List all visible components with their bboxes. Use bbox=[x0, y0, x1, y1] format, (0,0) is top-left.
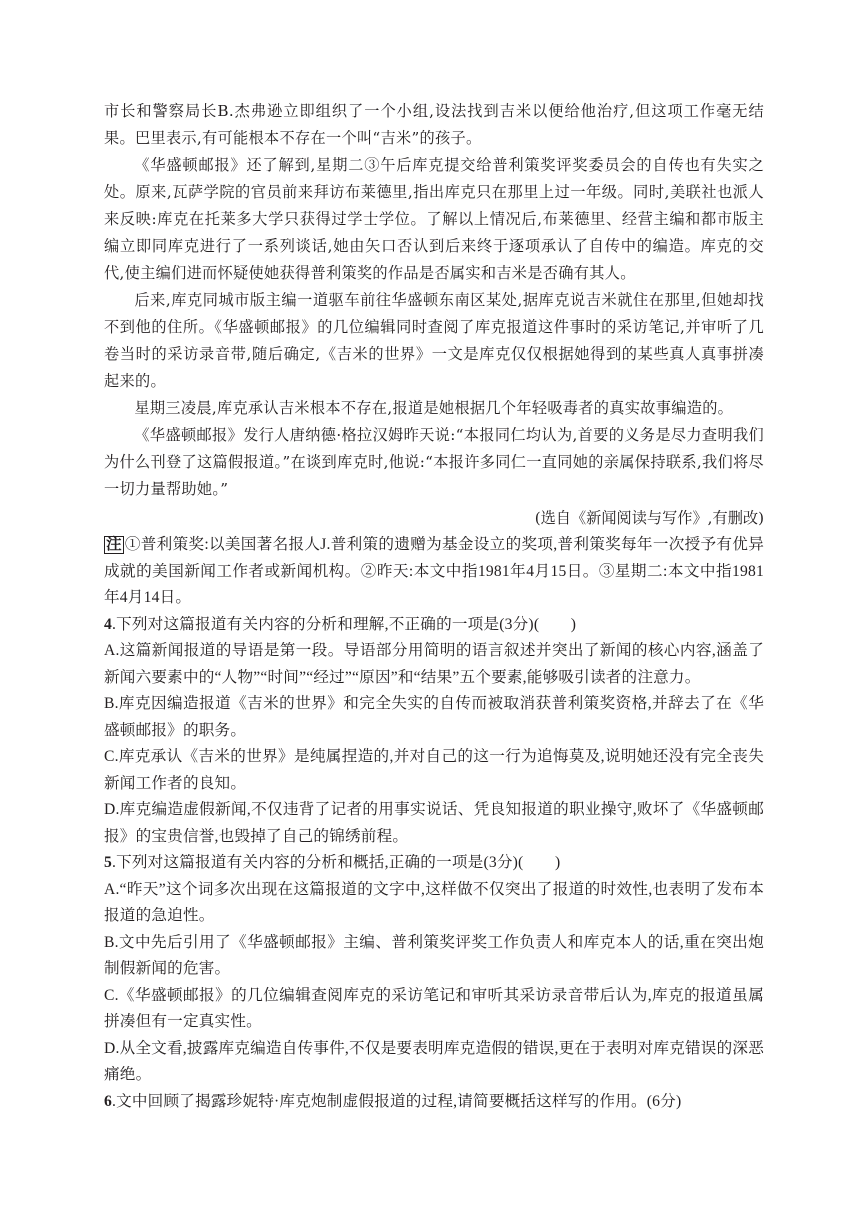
option-d: D.库克编造虚假新闻,不仅违背了记者的用事实说话、凭良知报道的职业操守,败坏了《华盛顿邮报》的宝贵信誉,也毁掉了自己的锦绣前程。 bbox=[104, 801, 764, 845]
article-body bbox=[104, 98, 764, 503]
option-c: C.《华盛顿邮报》的几位编辑查阅库克的采访笔记和审听其采访录音带后认为,库克的报道虽属拼凑但有一定真实性。 bbox=[104, 986, 764, 1030]
question-list bbox=[104, 612, 764, 1116]
question-text: .下列对这篇报道有关内容的分析和理解,不正确的一项是(3分)( ) bbox=[112, 615, 577, 633]
option-d: D.从全文看,披露库克编造自传事件,不仅是要表明库克造假的错误,更在于表明对库克错误的深恶痛绝。 bbox=[104, 1039, 764, 1083]
question-5 bbox=[104, 850, 764, 1089]
question-stem bbox=[104, 612, 764, 639]
question-6 bbox=[104, 1089, 764, 1116]
question-text: .文中回顾了揭露珍妮特·库克炮制虚假报道的过程,请简要概括这样写的作用。(6分) bbox=[112, 1092, 682, 1110]
question-4 bbox=[104, 612, 764, 851]
question-text: .下列对这篇报道有关内容的分析和概括,正确的一项是(3分)( ) bbox=[112, 854, 561, 871]
question-number: 5 bbox=[104, 854, 112, 871]
footnotes bbox=[104, 532, 764, 612]
option-b: B.库克因编造报道《吉米的世界》和完全失实的自传而被取消获普利策奖资格,并辞去了在《华盛顿邮报》的职务。 bbox=[104, 695, 764, 739]
option-a: A.这篇新闻报道的导语是第一段。导语部分用简明的语言叙述并突出了新闻的核心内容,涵盖了新闻六要素中的“人物”“时间”“经过”“原因”和“结果”五个要素,能够吸引读者的注意力。 bbox=[104, 642, 764, 686]
option-b: B.文中先后引用了《华盛顿邮报》主编、普利策奖评奖工作负责人和库克本人的话,重在突出炮制假新闻的危害。 bbox=[104, 933, 764, 977]
note-label: 注 bbox=[106, 536, 122, 553]
article-paragraph: 市长和警察局长B.杰弗逊立即组织了一个小组,设法找到吉米以便给他治疗,但这项工作毫无结果。巴里表示,有可能根本不存在一个叫“吉米”的孩子。 bbox=[104, 102, 764, 147]
article-paragraph: 星期三凌晨,库克承认吉米根本不存在,报道是她根据几个年轻吸毒者的真实故事编造的。 bbox=[134, 399, 734, 417]
option-c: C.库克承认《吉米的世界》是纯属捏造的,并对自己的这一行为追悔莫及,说明她还没有完全丧失新闻工作者的良知。 bbox=[104, 748, 764, 792]
option-a: A.“昨天”这个词多次出现在这篇报道的文字中,这样做不仅突出了报道的时效性,也表明了发布本报道的急迫性。 bbox=[104, 880, 764, 924]
question-number: 6 bbox=[104, 1092, 112, 1110]
article-paragraph: 《华盛顿邮报》还了解到,星期二③午后库克提交给普利策奖评奖委员会的自传也有失实之处。原来,瓦萨学院的官员前来拜访布莱德里,指出库克只在那里上过一年级。同时,美联社也派人来反映:库克在托莱多大学只获得过学士学位。了解以上情况后,布莱德里、经营主编和都市版主编立即同库克进行了一系列谈话,她由矢口否认到后来终于逐项承认了自传中的编造。库克的交代,使主编们进而怀疑使她获得普利策奖的作品是否属实和吉米是否确有其人。 bbox=[104, 156, 764, 282]
question-stem bbox=[104, 850, 764, 877]
question-number: 4 bbox=[104, 615, 112, 633]
source-citation: (选自《新闻阅读与写作》,有删改) bbox=[534, 509, 764, 527]
footnote-text: ①普利策奖:以美国著名报人J.普利策的遗赠为基金设立的奖项,普利策奖每年一次授予有优异成就的美国新闻工作者或新闻机构。②昨天:本文中指1981年4月15日。③星期二:本文中指1981年4月14日。 bbox=[104, 536, 764, 606]
article-paragraph: 后来,库克同城市版主编一道驱车前往华盛顿东南区某处,据库克说吉米就住在那里,但她却找不到他的住所。《华盛顿邮报》的几位编辑同时查阅了库克报道这件事时的采访笔记,并审听了几卷当时的采访录音带,随后确定,《吉米的世界》一文是库克仅仅根据她得到的某些真人真事拼凑起来的。 bbox=[104, 291, 764, 390]
question-stem bbox=[104, 1089, 764, 1116]
article-paragraph: 《华盛顿邮报》发行人唐纳德·格拉汉姆昨天说:“本报同仁均认为,首要的义务是尽力查明我们为什么刊登了这篇假报道。”在谈到库克时,他说:“本报许多同仁一直同她的亲属保持联系,我们将尽一切力量帮助她。” bbox=[104, 426, 764, 498]
